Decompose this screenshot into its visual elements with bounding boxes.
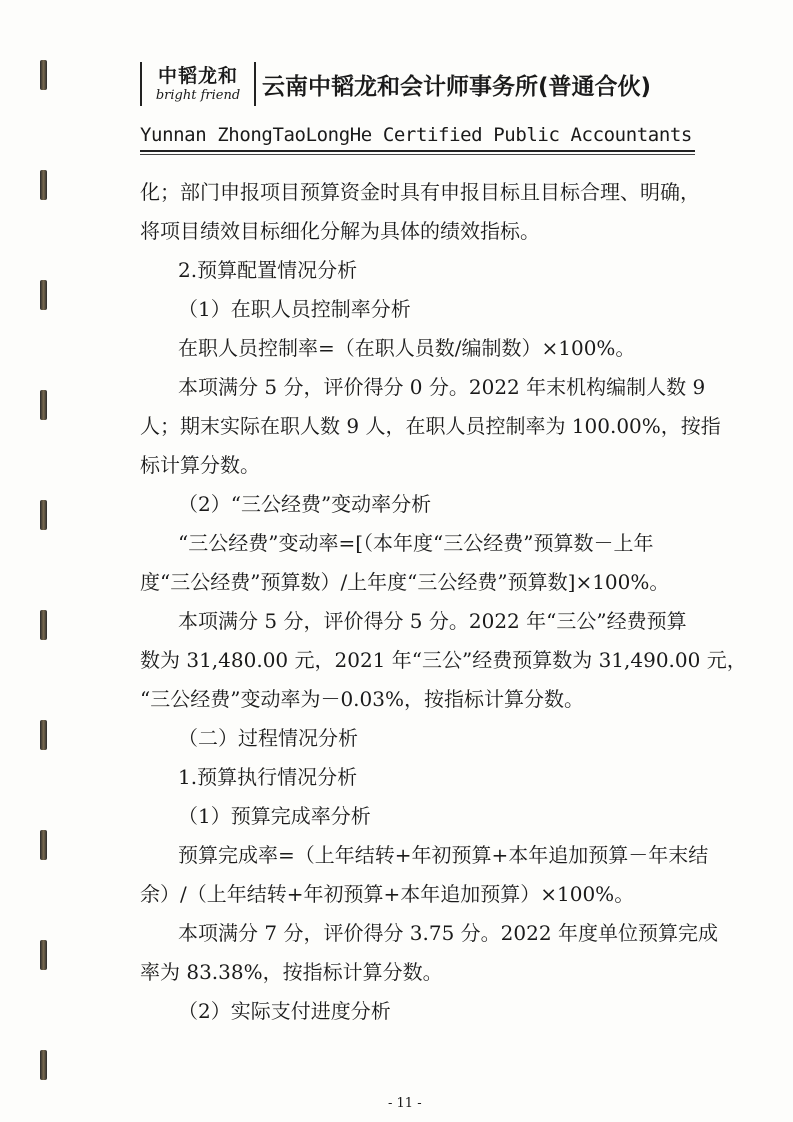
logo-chinese: 中韬龙和 bbox=[157, 65, 238, 87]
formula-line: “三公经费”变动率=[（本年度“三公经费”预算数－上年 bbox=[178, 531, 654, 555]
formula-line: 在职人员控制率=（在职人员数/编制数）×100%。 bbox=[178, 336, 636, 360]
subsection-heading: （2）“三公经费”变动率分析 bbox=[178, 492, 432, 516]
subsection-heading: （2）实际支付进度分析 bbox=[178, 999, 391, 1023]
section-heading: （二）过程情况分析 bbox=[178, 726, 358, 750]
text-line: 本项满分 7 分，评价得分 3.75 分。2022 年度单位预算完成 bbox=[178, 921, 718, 945]
firm-name-english: Yunnan ZhongTaoLongHe Certified Public Accountants bbox=[140, 124, 692, 146]
logo-english: bright friend bbox=[155, 88, 241, 103]
section-heading: 1.预算执行情况分析 bbox=[178, 765, 358, 789]
firm-name-chinese: 云南中韬龙和会计师事务所(普通合伙) bbox=[262, 74, 652, 100]
text-line: “三公经费”变动率为－0.03%，按指标计算分数。 bbox=[140, 687, 584, 711]
formula-line: 余）/（上年结转+年初预算+本年追加预算）×100%。 bbox=[140, 882, 635, 906]
text-line: 化；部门申报项目预算资金时具有申报目标且目标合理、明确， bbox=[140, 180, 700, 204]
text-line: 人；期末实际在职人数 9 人，在职人员控制率为 100.00%，按指 bbox=[140, 414, 721, 438]
subsection-heading: （1）在职人员控制率分析 bbox=[178, 297, 411, 321]
formula-line: 预算完成率=（上年结转+年初预算+本年追加预算－年末结 bbox=[178, 843, 709, 867]
text-line: 率为 83.38%，按指标计算分数。 bbox=[140, 960, 443, 984]
section-heading: 2.预算配置情况分析 bbox=[178, 258, 358, 282]
text-line: 数为 31,480.00 元，2021 年“三公”经费预算数为 31,490.00 元， bbox=[140, 648, 747, 672]
text-line: 本项满分 5 分，评价得分 5 分。2022 年“三公”经费预算 bbox=[178, 609, 687, 633]
page-number: - 11 - bbox=[388, 1096, 422, 1111]
text-line: 标计算分数。 bbox=[140, 453, 260, 477]
text-line: 将项目绩效目标细化分解为具体的绩效指标。 bbox=[140, 219, 540, 243]
subsection-heading: （1）预算完成率分析 bbox=[178, 804, 371, 828]
text-line: 本项满分 5 分，评价得分 0 分。2022 年末机构编制人数 9 bbox=[178, 375, 706, 399]
formula-line: 度“三公经费”预算数）/上年度“三公经费”预算数]×100%。 bbox=[140, 570, 670, 594]
